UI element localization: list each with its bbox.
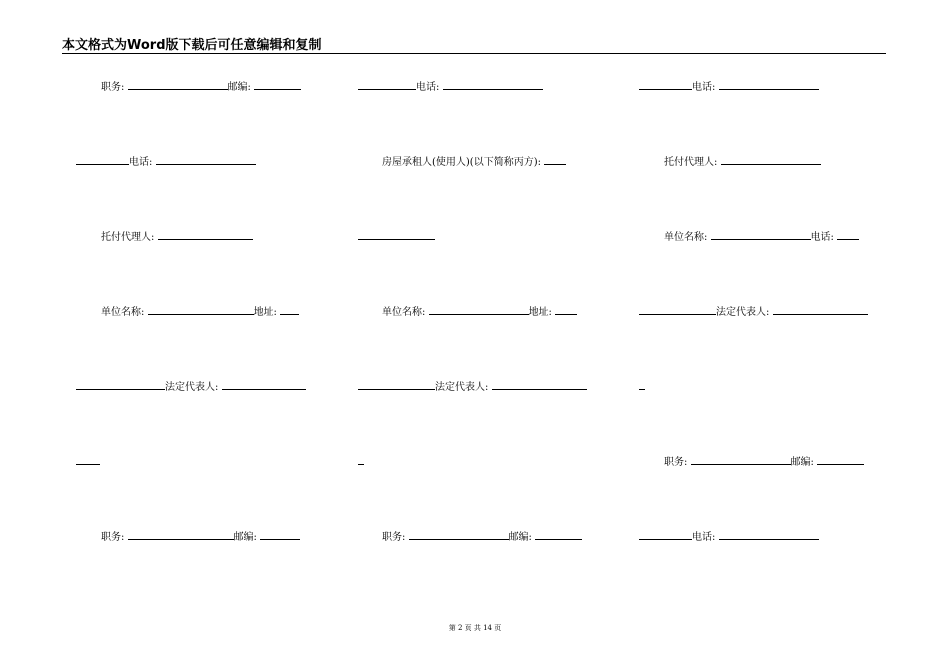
blank[interactable] [639,379,645,390]
row7-col2 [382,529,582,545]
blank[interactable] [76,454,100,465]
label-dianhua: 电话: [416,82,440,93]
label-legal-rep: 法定代表人: [716,307,770,318]
blank[interactable] [773,304,868,315]
row3-col3 [664,229,859,245]
blank[interactable] [358,229,435,240]
row1-col1 [101,79,301,95]
label-unit-name: 单位名称: [664,232,708,243]
row5-col1 [76,379,306,395]
row4-col3 [639,304,868,320]
label-youbian: 邮编: [233,532,257,543]
label-dianhua: 电话: [692,82,716,93]
blank[interactable] [409,529,509,540]
row4-col1 [101,304,299,320]
label-dianhua: 电话: [129,157,153,168]
blank[interactable] [358,79,416,90]
label-zhiwu: 职务: [382,532,406,543]
label-zhiwu: 职务: [101,82,125,93]
row2-col2 [382,154,566,170]
blank[interactable] [128,529,234,540]
row2-col3 [664,154,821,170]
blank[interactable] [76,379,165,390]
blank[interactable] [358,454,364,465]
label-zhiwu: 职务: [664,457,688,468]
blank[interactable] [544,154,566,165]
row7-col3 [639,529,819,545]
label-tenant: 房屋承租人(使用人)(以下简称丙方): [382,157,541,168]
label-address: 地址: [253,307,277,318]
row3-col2 [358,229,435,245]
row5-col2 [358,379,587,395]
row3-col1 [101,229,253,245]
label-dianhua: 电话: [810,232,834,243]
row6-col1 [76,454,100,470]
blank[interactable] [358,379,435,390]
label-unit-name: 单位名称: [382,307,426,318]
label-legal-rep: 法定代表人: [435,382,489,393]
page-number: 第 2 页 共 14 页 [448,624,502,632]
blank[interactable] [719,79,819,90]
label-address: 地址: [528,307,552,318]
label-agent: 托付代理人: [101,232,155,243]
blank[interactable] [429,304,529,315]
row5-col3 [639,379,645,395]
label-dianhua: 电话: [692,532,716,543]
blank[interactable] [639,79,692,90]
label-youbian: 邮编: [508,532,532,543]
row6-col2 [358,454,364,470]
row4-col2 [382,304,577,320]
page-header-title: 本文格式为Word版下载后可任意编辑和复制 [62,38,322,53]
row1-col3 [639,79,819,95]
blank[interactable] [260,529,300,540]
blank[interactable] [76,154,129,165]
label-zhiwu: 职务: [101,532,125,543]
blank[interactable] [492,379,587,390]
row7-col1 [101,529,300,545]
blank[interactable] [158,229,253,240]
label-youbian: 邮编: [790,457,814,468]
header-divider [62,53,886,54]
blank[interactable] [711,229,811,240]
blank[interactable] [148,304,254,315]
blank[interactable] [555,304,577,315]
blank[interactable] [280,304,299,315]
blank[interactable] [443,79,543,90]
blank[interactable] [639,304,716,315]
row6-col3 [664,454,864,470]
blank[interactable] [222,379,306,390]
blank[interactable] [719,529,819,540]
label-agent: 托付代理人: [664,157,718,168]
label-legal-rep: 法定代表人: [165,382,219,393]
blank[interactable] [156,154,256,165]
blank[interactable] [837,229,859,240]
label-youbian: 邮编: [227,82,251,93]
blank[interactable] [817,454,864,465]
blank[interactable] [721,154,821,165]
row2-col1 [76,154,256,170]
blank[interactable] [535,529,582,540]
blank[interactable] [639,529,692,540]
blank[interactable] [254,79,301,90]
row1-col2 [358,79,543,95]
blank[interactable] [691,454,791,465]
blank[interactable] [128,79,228,90]
label-unit-name: 单位名称: [101,307,145,318]
